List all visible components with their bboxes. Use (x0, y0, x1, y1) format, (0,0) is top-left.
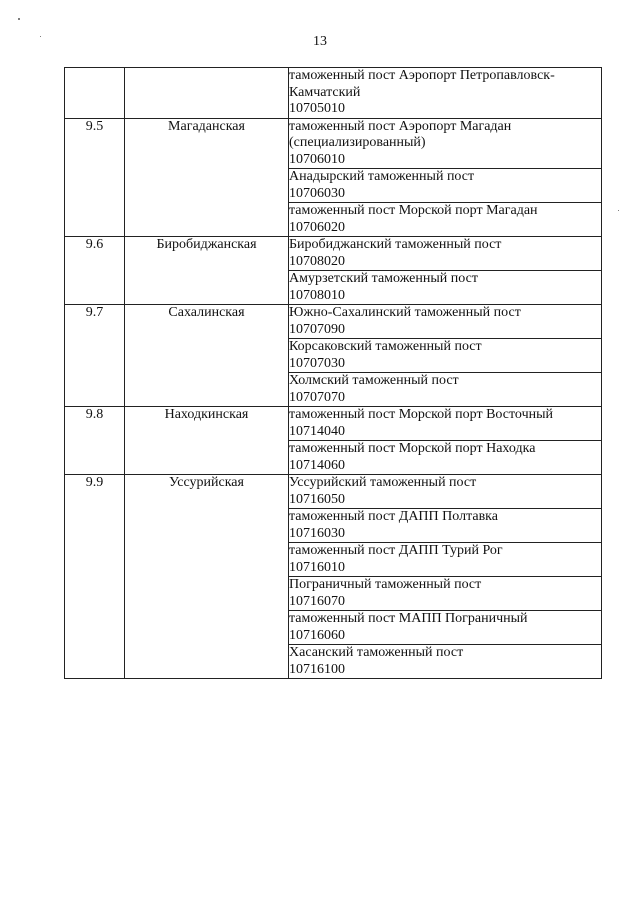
customs-post-code: 10706010 (289, 151, 345, 167)
customs-post-code: 10716010 (289, 559, 345, 575)
customs-region: Находкинская (125, 407, 289, 475)
customs-post-code: 10705010 (289, 101, 345, 116)
customs-post-name: Уссурийский таможенный пост (289, 475, 477, 490)
customs-post-cell (289, 118, 602, 169)
customs-post-cell (289, 237, 602, 271)
customs-post-name: таможенный пост Аэропорт Магадан (специализированный) (289, 118, 512, 150)
page-number: 13 (313, 34, 327, 49)
customs-post-cell (289, 475, 602, 509)
customs-post-cell (289, 271, 602, 305)
customs-post-name: таможенный пост Морской порт Магадан (289, 203, 538, 218)
customs-post-cell (289, 611, 602, 645)
customs-post-cell (289, 339, 602, 373)
customs-post-name: Пограничный таможенный пост (289, 577, 482, 592)
customs-post-code: 10714040 (289, 423, 345, 439)
table-row (65, 68, 602, 119)
customs-post-code: 10706020 (289, 219, 345, 235)
customs-post-cell (289, 373, 602, 407)
customs-post-code: 10707030 (289, 355, 345, 371)
row-number: 9.9 (65, 475, 125, 679)
customs-post-name: таможенный пост Морской порт Восточный (289, 407, 553, 422)
customs-post-cell (289, 407, 602, 441)
customs-post-code: 10708010 (289, 287, 345, 303)
customs-post-name: Амурзетский таможенный пост (289, 271, 478, 286)
customs-post-name: Биробиджанский таможенный пост (289, 237, 502, 252)
customs-region: Уссурийская (125, 475, 289, 679)
customs-post-name: таможенный пост Морской порт Находка (289, 441, 536, 456)
row-number: 9.7 (65, 305, 125, 407)
customs-post-name: Хасанский таможенный пост (289, 645, 464, 660)
customs-post-name: таможенный пост Аэропорт Петропавловск-Камчатский (289, 68, 555, 100)
row-number: 9.8 (65, 407, 125, 475)
row-number: 9.5 (65, 118, 125, 237)
customs-post-cell (289, 645, 602, 679)
customs-post-code: 10716030 (289, 525, 345, 541)
table-row (65, 305, 602, 339)
customs-post-cell (289, 203, 602, 237)
customs-post-code: 10716070 (289, 593, 345, 609)
customs-post-cell (289, 577, 602, 611)
customs-post-code: 10706030 (289, 185, 345, 201)
customs-posts-table (64, 67, 602, 679)
customs-post-name: Корсаковский таможенный пост (289, 339, 482, 354)
customs-post-code: 10708020 (289, 253, 345, 269)
customs-post-cell (289, 68, 602, 119)
customs-post-code: 10716050 (289, 491, 345, 507)
table-row (65, 407, 602, 441)
customs-post-name: Холмский таможенный пост (289, 373, 459, 388)
customs-post-cell (289, 305, 602, 339)
customs-post-code: 10714060 (289, 457, 345, 473)
customs-post-code: 10716060 (289, 627, 345, 643)
customs-post-cell (289, 169, 602, 203)
customs-post-code: 10716100 (289, 661, 345, 677)
customs-post-cell (289, 509, 602, 543)
table-row (65, 237, 602, 271)
customs-region: Магаданская (125, 118, 289, 237)
customs-post-code: 10707070 (289, 389, 345, 405)
table-row (65, 475, 602, 509)
customs-region (125, 68, 289, 119)
customs-post-name: Южно-Сахалинский таможенный пост (289, 305, 521, 320)
customs-post-name: таможенный пост ДАПП Полтавка (289, 509, 498, 524)
row-number (65, 68, 125, 119)
customs-post-name: таможенный пост МАПП Пограничный (289, 611, 528, 626)
scan-speck (618, 210, 619, 211)
customs-post-code: 10707090 (289, 321, 345, 337)
customs-post-name: Анадырский таможенный пост (289, 169, 475, 184)
row-number: 9.6 (65, 237, 125, 305)
customs-region: Сахалинская (125, 305, 289, 407)
customs-post-name: таможенный пост ДАПП Турий Рог (289, 543, 503, 558)
table-body (65, 68, 602, 679)
customs-post-cell (289, 543, 602, 577)
customs-post-cell (289, 441, 602, 475)
scan-speck (18, 18, 20, 20)
customs-region: Биробиджанская (125, 237, 289, 305)
table-row (65, 118, 602, 169)
